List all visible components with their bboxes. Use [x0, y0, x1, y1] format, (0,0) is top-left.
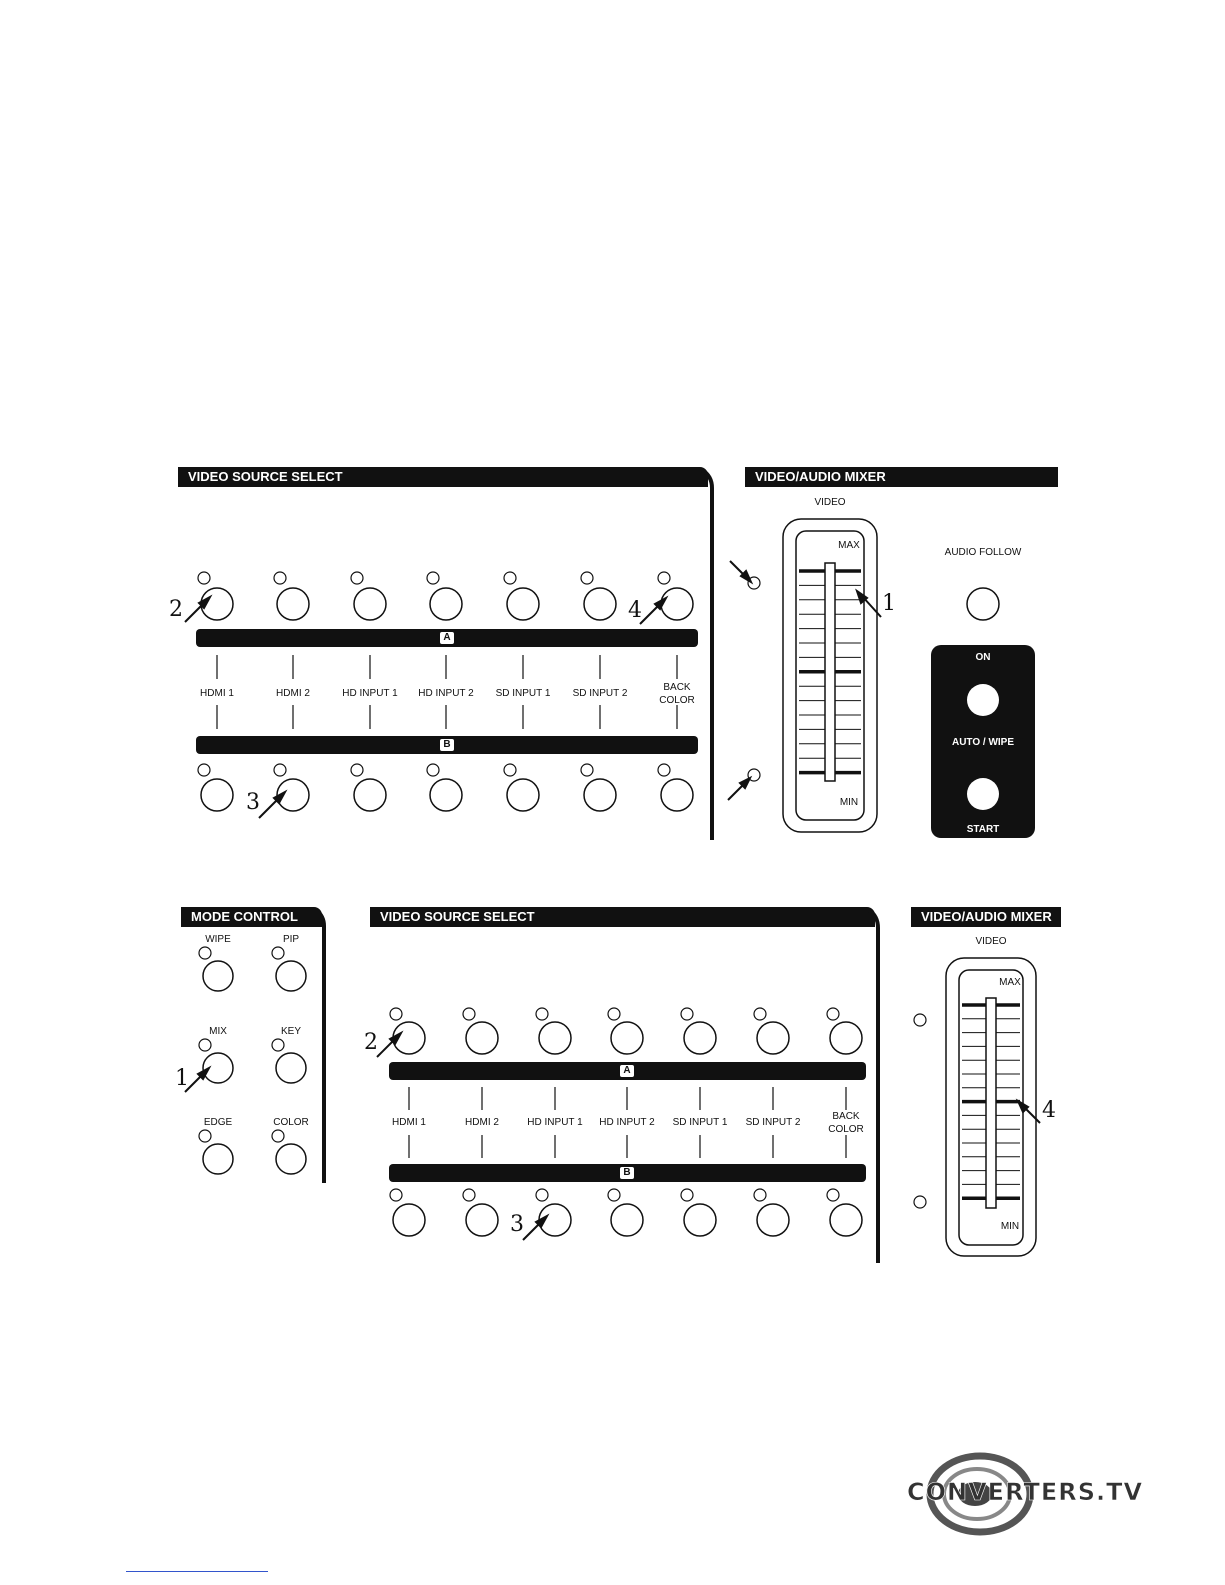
- p1-start-label: START: [966, 824, 1000, 835]
- p2-video-source-select-header: VIDEO SOURCE SELECT: [370, 907, 875, 927]
- p2-source-label-7: BACK COLOR: [828, 1111, 864, 1135]
- p2-mode-label-pip: PIP: [282, 934, 300, 945]
- p2-bus-b-button-2[interactable]: [466, 1204, 498, 1236]
- p2-led-top: [914, 1014, 926, 1026]
- footer-link-underline: [126, 1571, 268, 1572]
- p2-bus-b-led-5: [681, 1189, 693, 1201]
- p1-mixer-header: VIDEO/AUDIO MIXER: [745, 467, 1058, 487]
- p2-source-label-4: HD INPUT 2: [599, 1117, 655, 1128]
- p2-callout-4: 4: [1042, 1098, 1056, 1123]
- p2-bus-b-led-4: [608, 1189, 620, 1201]
- p2-bus-b-button-5[interactable]: [684, 1204, 716, 1236]
- p2-mode-label-key: KEY: [280, 1026, 301, 1037]
- p2-bus-a-led-3: [536, 1008, 548, 1020]
- p2-bus-b-button-1[interactable]: [393, 1204, 425, 1236]
- p2-mode-control-header: MODE CONTROL: [181, 907, 322, 927]
- p2-bus-a-button-5[interactable]: [684, 1022, 716, 1054]
- p2-led-bottom: [914, 1196, 926, 1208]
- p2-bus-a-led-7: [827, 1008, 839, 1020]
- p2-bus-a-button-2[interactable]: [466, 1022, 498, 1054]
- p2-bus-b-led-2: [463, 1189, 475, 1201]
- p1-callout-4: 4: [628, 598, 642, 623]
- svg-text:CONVERTERS.TV: CONVERTERS.TV: [907, 1478, 1144, 1506]
- p2-source-label-3: HD INPUT 1: [527, 1117, 583, 1128]
- p1-video-source-select-header: VIDEO SOURCE SELECT: [178, 467, 708, 487]
- p2-bus-a-label: A: [623, 1065, 631, 1076]
- p2-bus-b-label: B: [623, 1167, 631, 1178]
- p2-mode-label-color: COLOR: [273, 1117, 309, 1128]
- p2-bus-a-button-3[interactable]: [539, 1022, 571, 1054]
- p1-callout-2: 2: [169, 597, 183, 622]
- p2-mode-button-key[interactable]: [276, 1053, 306, 1083]
- p2-mode-button-wipe[interactable]: [203, 961, 233, 991]
- p2-mode-label-edge: EDGE: [203, 1117, 233, 1128]
- p2-bus-a-led-5: [681, 1008, 693, 1020]
- p1-callout-3: 3: [246, 790, 260, 815]
- p1-bus-b-label: B: [443, 739, 451, 750]
- p1-auto-wipe-label: AUTO / WIPE: [951, 737, 1015, 748]
- p1-source-label-2: HDMI 2: [276, 688, 310, 699]
- p1-source-label-7: BACK COLOR: [659, 682, 695, 706]
- p2-bus-b-led-6: [754, 1189, 766, 1201]
- p2-source-label-2: HDMI 2: [465, 1117, 499, 1128]
- p2-callout-2: 2: [364, 1030, 378, 1055]
- p2-mode-led-key: [272, 1039, 284, 1051]
- p2-bus-b-button-4[interactable]: [611, 1204, 643, 1236]
- p1-on-label: ON: [975, 652, 991, 663]
- p2-fader-slot: [986, 998, 996, 1208]
- p2-mode-button-edge[interactable]: [203, 1144, 233, 1174]
- p2-max-label: MAX: [999, 977, 1021, 988]
- p1-source-label-5: SD INPUT 1: [495, 688, 551, 699]
- p2-source-label-6: SD INPUT 2: [745, 1117, 801, 1128]
- p2-bus-b-button-7[interactable]: [830, 1204, 862, 1236]
- p2-mode-button-color[interactable]: [276, 1144, 306, 1174]
- p2-bus-a-led-6: [754, 1008, 766, 1020]
- p2-bus-b-button-6[interactable]: [757, 1204, 789, 1236]
- p2-bus-b-led-7: [827, 1189, 839, 1201]
- p1-bus-a-label: A: [443, 632, 451, 643]
- p2-mode-led-pip: [272, 947, 284, 959]
- p2-callout-3: 3: [510, 1212, 524, 1237]
- p2-bus-a-button-7[interactable]: [830, 1022, 862, 1054]
- p2-mixer-header: VIDEO/AUDIO MIXER: [911, 907, 1061, 927]
- p1-max-label: MAX: [838, 540, 860, 551]
- p1-callout-1: 1: [882, 591, 896, 616]
- p1-video-label: VIDEO: [814, 497, 846, 508]
- p1-min-label: MIN: [839, 797, 859, 808]
- p2-callout-1: 1: [175, 1066, 189, 1091]
- p2-bus-a-button-4[interactable]: [611, 1022, 643, 1054]
- p2-bus-a-led-1: [390, 1008, 402, 1020]
- p2-bus-b-led-3: [536, 1189, 548, 1201]
- p2-mode-led-color: [272, 1130, 284, 1142]
- p2-mode-label-wipe: WIPE: [205, 934, 231, 945]
- p2-bus-a-led-4: [608, 1008, 620, 1020]
- p2-mode-led-edge: [199, 1130, 211, 1142]
- p1-source-label-1: HDMI 1: [200, 688, 234, 699]
- p2-mode-led-wipe: [199, 947, 211, 959]
- p2-bus-b-led-1: [390, 1189, 402, 1201]
- p2-source-label-1: HDMI 1: [392, 1117, 426, 1128]
- p1-audio-follow-label: AUDIO FOLLOW: [944, 547, 1022, 558]
- converters-tv-logo: [905, 1450, 1155, 1538]
- p2-mode-led-mix: [199, 1039, 211, 1051]
- p2-mode-button-pip[interactable]: [276, 961, 306, 991]
- p1-source-label-6: SD INPUT 2: [572, 688, 628, 699]
- p2-video-label: VIDEO: [975, 936, 1007, 947]
- p2-mode-label-mix: MIX: [209, 1026, 227, 1037]
- p2-source-label-5: SD INPUT 1: [672, 1117, 728, 1128]
- p2-min-label: MIN: [1000, 1221, 1020, 1232]
- p2-bus-a-button-6[interactable]: [757, 1022, 789, 1054]
- p2-bus-a-led-2: [463, 1008, 475, 1020]
- p1-source-label-4: HD INPUT 2: [418, 688, 474, 699]
- p1-source-label-3: HD INPUT 1: [342, 688, 398, 699]
